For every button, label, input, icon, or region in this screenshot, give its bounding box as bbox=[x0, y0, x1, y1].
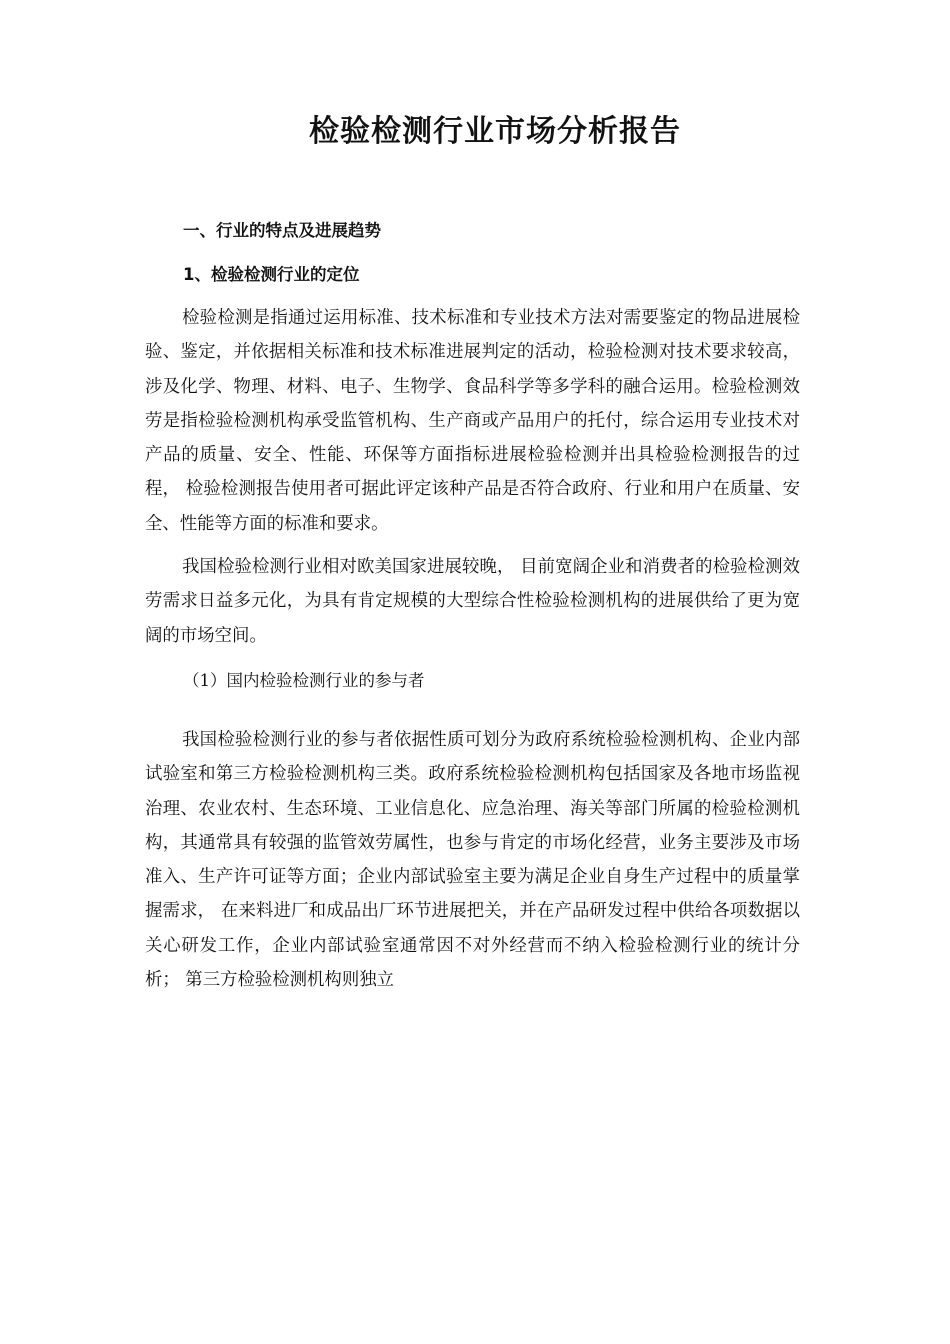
paragraph-definition: 检验检测是指通过运用标准、技术标准和专业技术方法对需要鉴定的物品进展检验、鉴定，并依据相关标准和技术标准进展判定的活动，检验检测对技术要求较高，涉及化学、物理、材料、电子、生物学、食品科学等多学科的融合运用。检验检测效劳是指检验检测机构承受监管机构、生产商或产品用户的托付，综合运用专业技术对产品的质量、安全、性能、环保等方面指标进展检验检测并出具检验检测报告的过程， 检验检测报告使用者可据此评定该种产品是否符合政府、行业和用户在质量、安全、性能等方面的标准和要求。 bbox=[145, 308, 800, 534]
document-title: 检验检测行业市场分析报告 bbox=[309, 114, 681, 149]
paragraph-development: 我国检验检测行业相对欧美国家进展较晚， 目前宽阔企业和消费者的检验检测效劳需求日益多元化，为具有肯定规模的大型综合性检验检测机构的进展供给了更为宽阔的市场空间。 bbox=[145, 557, 800, 646]
section-heading: 一、行业的特点及进展趋势 bbox=[183, 221, 381, 240]
sub-heading-participants: （1）国内检验检测行业的参与者 bbox=[183, 671, 425, 690]
paragraph-participants: 我国检验检测行业的参与者依据性质可划分为政府系统检验检测机构、企业内部试验室和第三方检验检测机构三类。政府系统检验检测机构包括国家及各地市场监视治理、农业农村、生态环境、工业信息化、应急治理、海关等部门所属的检验检测机构，其通常具有较强的监管效劳属性，也参与肯定的市场化经营，业务主要涉及市场准入、生产许可证等方面；企业内部试验室主要为满足企业自身生产过程中的质量掌握需求， 在来料进厂和成品出厂环节进展把关，并在产品研发过程中供给各项数据以关心研发工作，企业内部试验室通常因不对外经营而不纳入检验检测行业的统计分析； 第三方检验检测机构则独立 bbox=[145, 730, 800, 991]
subsection-heading: 1、检验检测行业的定位 bbox=[183, 265, 360, 284]
